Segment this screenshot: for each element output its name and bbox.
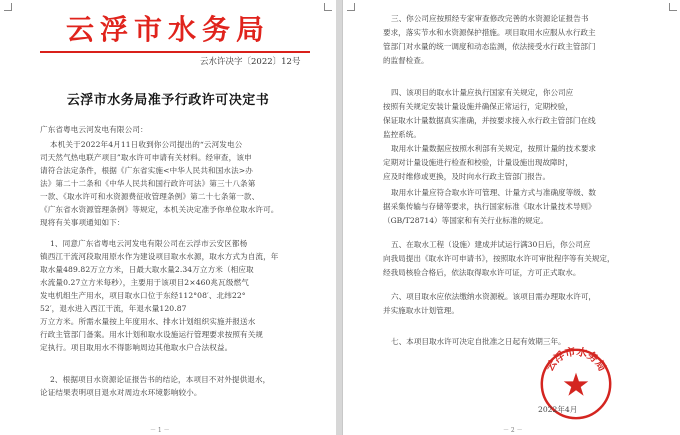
body-line: 《广东省水资源管理条例》等规定，本机关决定准予你单位取水许可。 bbox=[40, 205, 279, 214]
body-line: 并实施取水计划管理。 bbox=[383, 306, 459, 315]
body-line: 六、项目取水应依法缴纳水资源税。该项目需办理取水许可， bbox=[391, 292, 597, 301]
body-line: 定执行。项目取用水不得影响周边其他取水户合法权益。 bbox=[40, 343, 233, 352]
body-line: 经我局核验合格后，依法取得取水许可证，方可正式取水。 bbox=[383, 268, 581, 277]
addressee: 广东省粤电云河发电有限公司： bbox=[40, 125, 148, 134]
body-line: 本机关于2022年4月11日收到你公司提出的“云河发电公 bbox=[50, 140, 243, 149]
body-line: 管部门对水量的统一调度和动态监测，依法接受水行政主管部门 bbox=[383, 42, 596, 51]
page-1 bbox=[0, 0, 337, 435]
page-number: － 2 － bbox=[503, 427, 523, 434]
document-number: 云水许决字〔2022〕12号 bbox=[200, 57, 301, 67]
body-line: 的监督检查。 bbox=[383, 56, 429, 65]
crop-mark bbox=[324, 3, 332, 11]
body-line: 取用水计量应符合取水许可管理、计量方式与准确度等级、数 bbox=[391, 188, 597, 197]
body-line: 镇西江干流河段取用原水作为建设项目取水水源，取水方式为自流，年 bbox=[40, 252, 279, 261]
body-line: 按照有关规定安装计量设施并确保正常运行，定期校验， bbox=[383, 102, 573, 111]
crop-mark bbox=[669, 3, 677, 11]
body-line: 应及时维修或更换，及时向水行政主管部门报告。 bbox=[383, 172, 551, 181]
header-red-rule bbox=[40, 51, 310, 53]
body-line: （GB/T28714）等国家和有关行业标准的规定。 bbox=[383, 216, 548, 225]
seal-text: 云浮市水务局 bbox=[543, 346, 609, 374]
seal-star-icon bbox=[564, 373, 589, 396]
body-line: 取用水计量数据应按照水利部有关规定，按照计量的技术要求 bbox=[391, 144, 597, 153]
body-line: 2、根据项目水资源论证报告书的结论，本项目不对外提供退水， bbox=[50, 375, 271, 384]
body-line: 据采集传输与存储等要求，执行国家标准《取水计量技术导则》 bbox=[383, 202, 596, 211]
page-2 bbox=[342, 0, 680, 435]
body-line: 52′，退水进入西江干流，年退水量120.87 bbox=[40, 304, 187, 313]
body-line: 五、在取水工程（设施）建成并试运行满30日后，你公司应 bbox=[391, 240, 591, 249]
document-title: 云浮市水务局准予行政许可决定书 bbox=[66, 93, 270, 108]
body-line: 现将有关事项通知如下： bbox=[40, 218, 125, 227]
body-line: 三、你公司应按照经专家审查修改完善的水资源论证报告书 bbox=[391, 14, 589, 23]
issuing-bureau-header: 云浮市水务局 bbox=[65, 13, 270, 46]
body-line: 论证结果表明项目退水对周边水环境影响较小。 bbox=[40, 388, 202, 397]
body-line: 发电机组生产用水，项目取水口位于东经112°08′、北纬22° bbox=[40, 291, 246, 300]
body-line: 向我局提出《取水许可申请书》，按照取水许可审批程序等有关规定， bbox=[383, 254, 615, 263]
body-line: 取水量489.82万立方米，日最大取水量2.34万立方米（相应取 bbox=[40, 265, 254, 274]
body-line: 万立方米。所需水量按上年度用水、排水计划组织实施并报送水 bbox=[40, 317, 256, 326]
body-line: 保证取水计量数据真实准确，并按要求接入水行政主管部门在线 bbox=[383, 116, 596, 125]
body-line: 行政主管部门备案。用水计划和取水设施运行管理要求按照有关规 bbox=[40, 330, 264, 339]
issue-date: 2022年4月 bbox=[538, 405, 578, 414]
body-line: 七、本项目取水许可决定自批准之日起有效期三年。 bbox=[391, 337, 566, 346]
body-line: 请符合法定条件，根据《广东省实施<中华人民共和国水法>办 bbox=[40, 166, 253, 175]
body-line: 四、该项目的取水计量应执行国家有关规定，你公司应 bbox=[391, 88, 574, 97]
body-line: 一款、《取水许可和水资源费征收管理条例》第二十七条第一款、 bbox=[40, 192, 260, 201]
crop-mark bbox=[347, 3, 355, 11]
body-line: 法》第二十二条和《中华人民共和国行政许可法》第三十八条第 bbox=[40, 179, 256, 188]
crop-mark bbox=[4, 3, 12, 11]
body-line: 水流量0.27立方米每秒），主要用于该项目2×460兆瓦级燃气 bbox=[40, 278, 249, 287]
body-line: 监控系统。 bbox=[383, 130, 421, 139]
body-line: 要求，落实节水和水资源保护措施。项目取用水应服从水行政主 bbox=[383, 28, 596, 37]
page-number: － 1 － bbox=[150, 427, 170, 434]
body-line: 定期对计量设施进行检查和校验，计量设施出现故障时， bbox=[383, 158, 573, 167]
body-line: 司天然气热电联产项目”取水许可申请有关材料。经审查，该申 bbox=[40, 153, 252, 162]
body-line: 1、同意广东省粤电云河发电有限公司在云浮市云安区都杨 bbox=[50, 239, 248, 248]
